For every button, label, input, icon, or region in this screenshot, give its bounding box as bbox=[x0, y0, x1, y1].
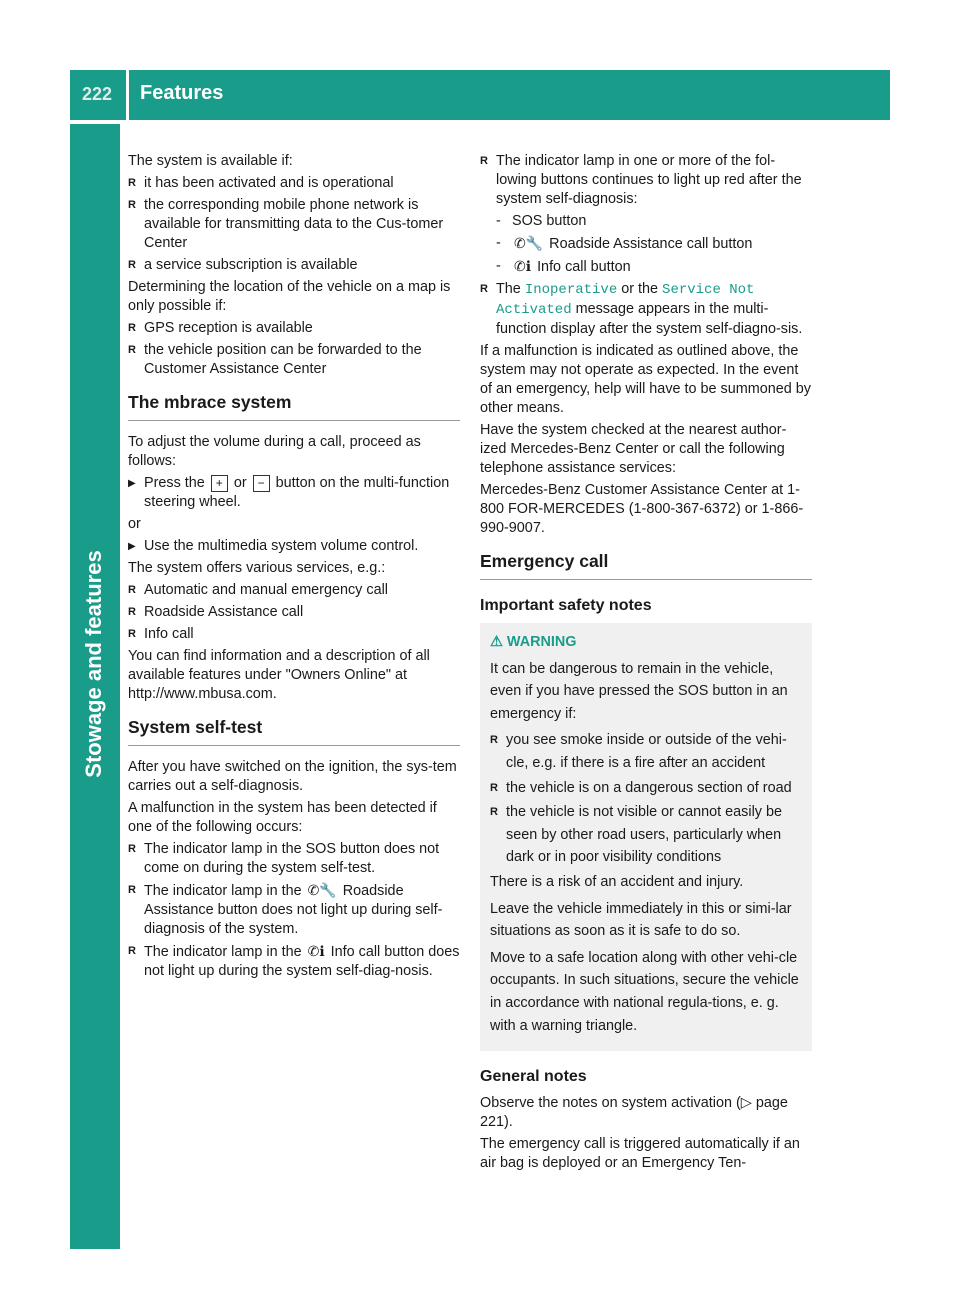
list-item: R The indicator lamp in the SOS button does not come on during the system self-test. bbox=[128, 840, 460, 878]
heading-emergency-call: Emergency call bbox=[480, 552, 812, 580]
heading-self-test: System self-test bbox=[128, 718, 460, 746]
triggered-paragraph: The emergency call is triggered automatically if an air bag is deployed or an Emergency Ten- bbox=[480, 1136, 800, 1172]
section-title: Features bbox=[140, 82, 224, 104]
warning-triangle-icon: ⚠ bbox=[490, 634, 503, 650]
list-item: R the vehicle position can be forwarded to the Customer Assistance Center bbox=[128, 341, 460, 379]
sub-list-item: - ✆ℹ Info call button bbox=[480, 257, 812, 277]
plus-key-icon: + bbox=[211, 475, 228, 492]
services-intro: The system offers various services, e.g.: bbox=[128, 560, 386, 576]
or-text: or bbox=[128, 516, 141, 532]
display-message-service-not-activated: Service Not Activated bbox=[496, 282, 755, 318]
minus-key-icon: − bbox=[253, 475, 270, 492]
warning-risk: There is a risk of an accident and injury. bbox=[490, 873, 744, 890]
page-ref-arrow-icon: ▷ bbox=[740, 1095, 752, 1112]
heading-safety-notes: Important safety notes bbox=[480, 597, 652, 614]
right-column bbox=[480, 152, 812, 1176]
malfunction-intro: A malfunction in the system has been detected if one of the following occurs: bbox=[128, 800, 437, 835]
left-column bbox=[128, 152, 460, 984]
roadside-assistance-icon: ✆🔧 bbox=[514, 235, 544, 251]
checked-paragraph: Have the system checked at the nearest author-ized Mercedes-Benz Center or call the following telephone assistance services: bbox=[480, 422, 787, 476]
list-item: R a service subscription is available bbox=[128, 256, 460, 275]
list-item: R The indicator lamp in the ✆ℹ Info call button does not light up during the system self-diag-nosis. bbox=[128, 942, 460, 981]
heading-mbrace: The mbrace system bbox=[128, 393, 460, 421]
malfunction-paragraph: If a malfunction is indicated as outlined above, the system may not operate as expected. In the event of an emergency, help will have to be summoned by other means. bbox=[480, 343, 811, 416]
list-item: R the corresponding mobile phone network is available for transmitting data to the Cus-tomer Center bbox=[128, 196, 460, 253]
warning-leave: Leave the vehicle immediately in this or simi-lar situations as soon as it is safe to do so. bbox=[490, 900, 792, 940]
warning-move: Move to a safe location along with other vehi-cle occupants. In such situations, secure the vehicle in accordance with national regula-tions, e. g. with a warning triangle. bbox=[490, 949, 799, 1034]
volume-intro: To adjust the volume during a call, proceed as follows: bbox=[128, 434, 421, 469]
observe-paragraph: Observe the notes on system activation (▷ page 221). bbox=[480, 1095, 788, 1131]
chapter-side-tab bbox=[70, 124, 120, 1249]
chapter-label: Stowage and features bbox=[81, 550, 106, 778]
sub-list-item: - SOS button bbox=[480, 212, 812, 231]
list-item: R GPS reception is available bbox=[128, 319, 460, 338]
list-item: R you see smoke inside or outside of the vehi-cle, e.g. if there is a fire after an accident bbox=[490, 729, 802, 774]
page-header bbox=[70, 70, 890, 120]
info-call-icon: ✆ℹ bbox=[307, 943, 325, 959]
sub-list-item: - ✆🔧 Roadside Assistance call button bbox=[480, 234, 812, 254]
step-press-buttons: ▶ Press the + or − button on the multi-function steering wheel. bbox=[128, 474, 460, 512]
page-number: 222 bbox=[82, 84, 113, 104]
step-multimedia: ▶ Use the multimedia system volume control. bbox=[128, 537, 460, 556]
availability-intro: The system is available if: bbox=[128, 153, 293, 169]
warning-intro: It can be dangerous to remain in the vehicle, even if you have pressed the SOS button in an emergency if: bbox=[490, 660, 788, 722]
warning-box bbox=[480, 623, 812, 1051]
heading-general-notes: General notes bbox=[480, 1068, 587, 1086]
list-item: R The indicator lamp in the ✆🔧 Roadside Assistance button does not light up during self-diagnosis of the system. bbox=[128, 881, 460, 939]
info-paragraph: You can find information and a description of all available features under "Owners Online" at http://www.mbusa.com. bbox=[128, 648, 430, 702]
list-item: R the vehicle is on a dangerous section of road bbox=[490, 777, 802, 800]
warning-title: ⚠ WARNING bbox=[490, 634, 577, 650]
list-item: R the vehicle is not visible or cannot easily be seen by other road users, particularly when dark or in poor visibility conditions bbox=[490, 801, 802, 869]
info-call-icon: ✆ℹ bbox=[514, 258, 532, 274]
self-test-paragraph: After you have switched on the ignition, the sys-tem carries out a self-diagnosis. bbox=[128, 759, 457, 794]
list-item: R The Inoperative or the Service Not Activated message appears in the multi-function display after the system self-diagno-sis. bbox=[480, 280, 812, 339]
location-intro: Determining the location of the vehicle on a map is only possible if: bbox=[128, 279, 451, 314]
page-reference-link[interactable]: page 221 bbox=[480, 1095, 788, 1131]
list-item: R The indicator lamp in one or more of the fol-lowing buttons continues to light up red after the system self-diagnosis: bbox=[480, 152, 812, 209]
header-separator bbox=[126, 70, 129, 120]
phone-paragraph: Mercedes-Benz Customer Assistance Center at 1-800 FOR-MERCEDES (1-800-367-6372) or 1-866-990-9007. bbox=[480, 482, 804, 536]
list-item: R Roadside Assistance call bbox=[128, 603, 460, 622]
roadside-assistance-icon: ✆🔧 bbox=[307, 882, 337, 898]
list-item: R Automatic and manual emergency call bbox=[128, 581, 460, 600]
list-item: R Info call bbox=[128, 625, 460, 644]
list-item: R it has been activated and is operational bbox=[128, 174, 460, 193]
display-message-inoperative: Inoperative bbox=[524, 282, 618, 298]
